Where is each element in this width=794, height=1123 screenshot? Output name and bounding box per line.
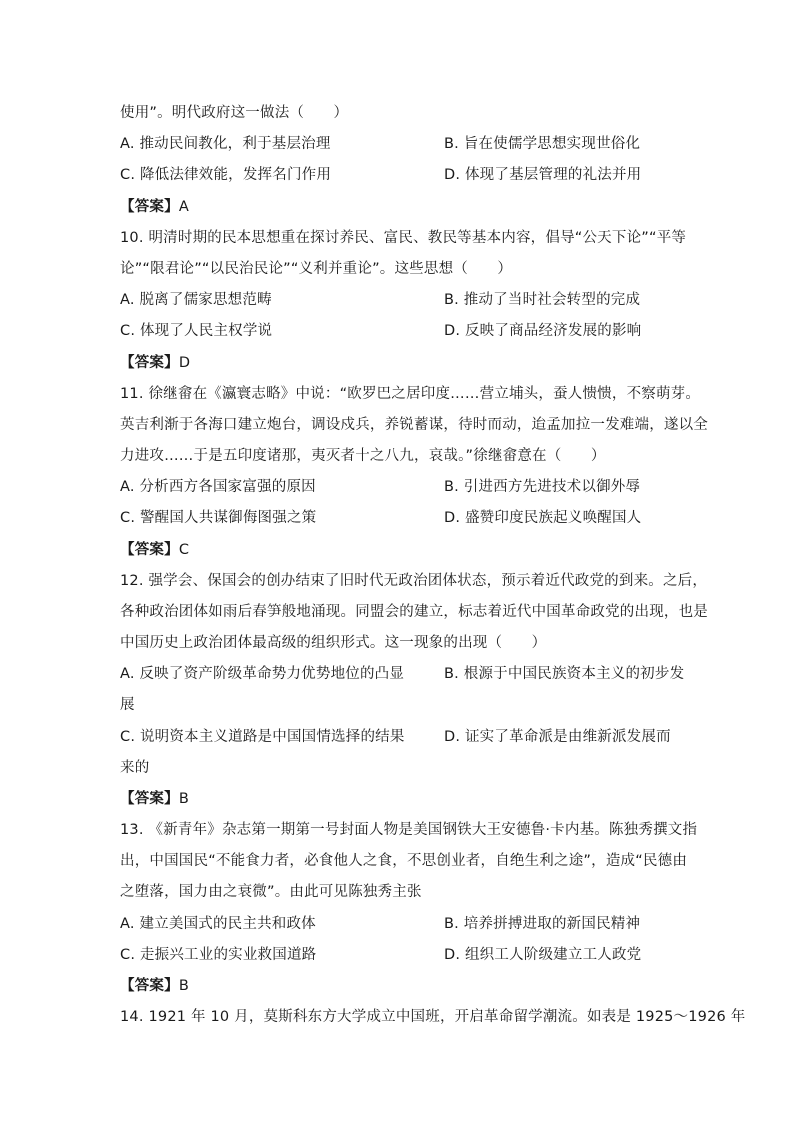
answer-value: B [178,978,189,994]
q10-stem-line-1: 10. 明清时期的民本思想重在探讨养民、富民、教民等基本内容，倡导“公天下论”“平等 [120,230,687,246]
answer-value: D [178,355,191,371]
q11-option-a: A. 分析西方各国家富强的原因 [120,479,316,495]
q11-answer [120,540,189,560]
q13-stem-line-1: 13. 《新青年》杂志第一期第一号封面人物是美国钢铁大王安德鲁·卡内基。陈独秀撰文指 [120,822,698,838]
q12-option-d: D. 证实了革命派是由维新派发展而 [444,729,671,745]
q9-option-a: A. 推动民间教化，利于基层治理 [120,136,331,152]
q11-stem-line-3: 力进攻……于是五印度诸那，夷灭者十之八九，哀哉。”徐继畲意在（ ） [120,448,606,464]
q9-stem-tail: 使用”。明代政府这一做法（ ） [120,105,349,121]
q9-answer [120,197,189,217]
q13-stem-line-2: 出，中国国民“不能食力者，必食他人之食，不思创业者，自绝生利之途”，造成“民德由 [120,853,688,869]
q10-answer [120,353,190,373]
q10-option-d: D. 反映了商品经济发展的影响 [444,323,642,339]
q13-option-d: D. 组织工人阶级建立工人政党 [444,947,642,963]
q12-stem-line-1: 12. 强学会、保国会的创办结束了旧时代无政治团体状态，预示着近代政党的到来。之后， [120,573,708,589]
q10-option-b: B. 推动了当时社会转型的完成 [444,292,641,308]
q13-option-b: B. 培养拼搏进取的新国民精神 [444,916,641,932]
answer-label: 【答案】 [120,199,179,215]
q13-answer [120,976,189,996]
answer-value: A [178,199,189,215]
q11-stem-line-2: 英吉利渐于各海口建立炮台，调设戍兵，养锐蓄谋，待时而动，迨孟加拉一发难端，遂以全 [120,417,708,433]
answer-label: 【答案】 [120,978,179,994]
q12-option-b-wrap: 展 [120,697,135,713]
q12-option-d-wrap: 来的 [120,760,150,776]
q12-option-a: A. 反映了资产阶级革命势力优势地位的凸显 [120,666,405,682]
q11-option-b: B. 引进西方先进技术以御外辱 [444,479,641,495]
q9-option-d: D. 体现了基层管理的礼法并用 [444,167,642,183]
q12-answer [120,789,189,809]
q9-option-b: B. 旨在使儒学思想实现世俗化 [444,136,641,152]
q13-stem-line-3: 之堕落，国力由之衰微”。由此可见陈独秀主张 [120,884,422,900]
q12-stem-line-2: 各种政治团体如雨后春笋般地涌现。同盟会的建立，标志着近代中国革命政党的出现，也是 [120,604,708,620]
q12-stem-line-3: 中国历史上政治团体最高级的组织形式。这一现象的出现（ ） [120,635,547,651]
q10-option-c: C. 体现了人民主权学说 [120,323,273,339]
answer-label: 【答案】 [120,542,179,558]
q12-option-b: B. 根源于中国民族资本主义的初步发 [444,666,685,682]
answer-value: B [178,791,189,807]
q11-option-d: D. 盛赞印度民族起义唤醒国人 [444,510,642,526]
q10-option-a: A. 脱离了儒家思想范畴 [120,292,272,308]
answer-label: 【答案】 [120,791,179,807]
q14-stem-line-1: 14. 1921 年 10 月，莫斯科东方大学成立中国班，开启革命留学潮流。如表是 1925～1926 年 [120,1009,746,1025]
q13-option-c: C. 走振兴工业的实业救国道路 [120,947,317,963]
q11-option-c: C. 警醒国人共谋御侮图强之策 [120,510,317,526]
q9-option-c: C. 降低法律效能，发挥名门作用 [120,167,332,183]
q12-option-c: C. 说明资本主义道路是中国国情选择的结果 [120,729,405,745]
q10-stem-line-2: 论”“限君论”“以民治民论”“义利并重论”。这些思想（ ） [120,261,513,277]
q13-option-a: A. 建立美国式的民主共和政体 [120,916,316,932]
answer-value: C [178,542,190,558]
q11-stem-line-1: 11. 徐继畲在《瀛寰志略》中说：“欧罗巴之居印度……营立埔头，蚕人愦愦，不察萌芽。 [120,386,701,402]
answer-label: 【答案】 [120,355,179,371]
